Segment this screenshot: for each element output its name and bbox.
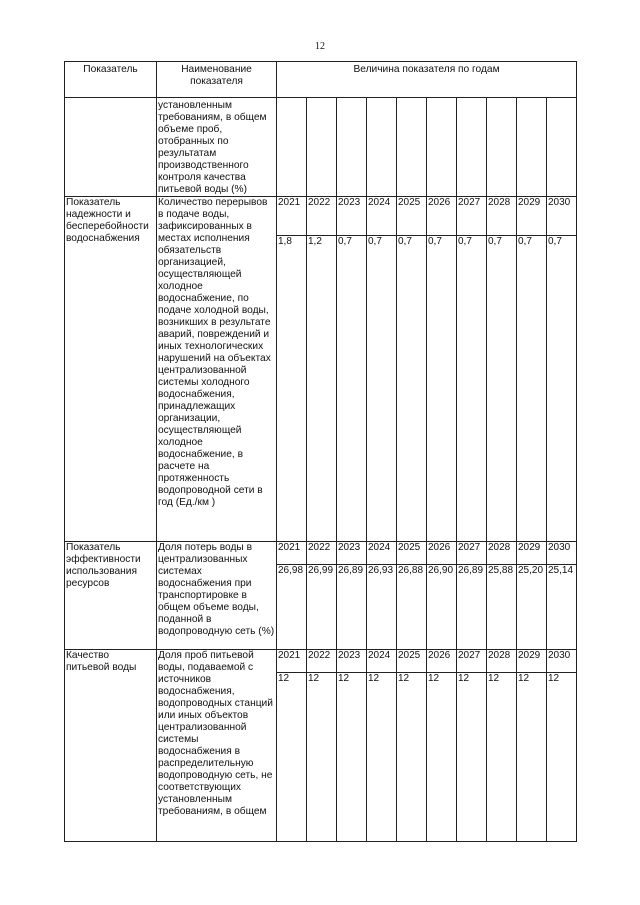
year-cell: 2029 — [517, 650, 547, 673]
year-cell: 2026 — [427, 650, 457, 673]
header-name: Наименование показателя — [157, 62, 277, 98]
year-cell: 2028 — [487, 650, 517, 673]
year-cell: 2025 — [397, 542, 427, 565]
table-row-continuation — [65, 98, 577, 197]
value-cell: 26,90 — [427, 565, 457, 650]
indicator-name-cell: установленным требованиям, в общем объеме проб, отобранных по результатам производственного контроля качества питьевой воды (%) — [157, 98, 277, 197]
year-cell: 2026 — [427, 542, 457, 565]
indicator-name-cell: Доля проб питьевой воды, подаваемой с источников водоснабжения, водопроводных станций или иных объектов централизованной системы водоснабжения в распределительную водопроводную сеть, не соответствующих установленным требованиям, в общем — [157, 650, 277, 842]
value-cell: 12 — [397, 673, 427, 842]
year-cell: 2024 — [367, 542, 397, 565]
year-cell: 2023 — [337, 542, 367, 565]
year-cell: 2025 — [397, 650, 427, 673]
value-cell: 25,88 — [487, 565, 517, 650]
indicator-name-cell: Доля потерь воды в централизованных системах водоснабжения при транспортировке в общем объеме воды, поданной в водопроводную сеть (%) — [157, 542, 277, 650]
value-cell: 26,89 — [457, 565, 487, 650]
year-cell: 2027 — [457, 650, 487, 673]
value-cell: 12 — [367, 673, 397, 842]
table-row-years — [65, 650, 577, 673]
year-cell: 2025 — [397, 197, 427, 236]
value-cell — [397, 98, 427, 197]
year-cell: 2023 — [337, 197, 367, 236]
value-cell — [457, 98, 487, 197]
value-cell — [277, 98, 307, 197]
value-cell: 0,7 — [547, 236, 577, 542]
value-cell: 12 — [457, 673, 487, 842]
year-cell: 2030 — [547, 650, 577, 673]
value-cell: 12 — [277, 673, 307, 842]
year-cell: 2024 — [367, 650, 397, 673]
value-cell — [517, 98, 547, 197]
value-cell — [307, 98, 337, 197]
value-cell: 0,7 — [487, 236, 517, 542]
value-cell: 25,14 — [547, 565, 577, 650]
value-cell: 12 — [427, 673, 457, 842]
indicator-name-cell: Количество перерывов в подаче воды, зафиксированных в местах исполнения обязательств организацией, осуществляющей холодное водоснабжение, по подаче холодной воды, возникших в результате аварий, повреждений и иных технологических нарушений на объектах централизованной системы холодного водоснабжения, принадлежащих организации, осуществляющей холодное водоснабжение, в расчете на протяженность водопроводной сети в год (Ед./км ) — [157, 197, 277, 542]
indicator-cell: Показатель надежности и бесперебойности водоснабжения — [65, 197, 157, 542]
year-cell: 2028 — [487, 197, 517, 236]
year-cell: 2028 — [487, 542, 517, 565]
year-cell: 2027 — [457, 542, 487, 565]
value-cell: 12 — [307, 673, 337, 842]
value-cell: 12 — [487, 673, 517, 842]
year-cell: 2021 — [277, 542, 307, 565]
value-cell: 0,7 — [427, 236, 457, 542]
value-cell — [427, 98, 457, 197]
year-cell: 2029 — [517, 197, 547, 236]
year-cell: 2030 — [547, 197, 577, 236]
header-indicator: Показатель — [65, 62, 157, 98]
table-header-row — [65, 62, 577, 98]
indicator-cell — [65, 98, 157, 197]
value-cell: 1,2 — [307, 236, 337, 542]
value-cell: 26,99 — [307, 565, 337, 650]
year-cell: 2023 — [337, 650, 367, 673]
value-cell — [487, 98, 517, 197]
page-number: 12 — [315, 41, 325, 52]
value-cell: 0,7 — [397, 236, 427, 542]
value-cell: 1,8 — [277, 236, 307, 542]
value-cell: 0,7 — [457, 236, 487, 542]
year-cell: 2024 — [367, 197, 397, 236]
value-cell: 26,93 — [367, 565, 397, 650]
year-cell: 2022 — [307, 197, 337, 236]
year-cell: 2030 — [547, 542, 577, 565]
value-cell: 0,7 — [367, 236, 397, 542]
year-cell: 2022 — [307, 650, 337, 673]
year-cell: 2021 — [277, 197, 307, 236]
value-cell: 25,20 — [517, 565, 547, 650]
value-cell — [547, 98, 577, 197]
value-cell — [367, 98, 397, 197]
table-row-years — [65, 197, 577, 236]
year-cell: 2021 — [277, 650, 307, 673]
indicator-cell: Показатель эффективности использования ресурсов — [65, 542, 157, 650]
value-cell: 12 — [337, 673, 367, 842]
year-cell: 2027 — [457, 197, 487, 236]
value-cell: 26,89 — [337, 565, 367, 650]
indicator-cell: Качество питьевой воды — [65, 650, 157, 842]
value-cell — [337, 98, 367, 197]
year-cell: 2022 — [307, 542, 337, 565]
indicators-table — [64, 61, 577, 842]
year-cell: 2029 — [517, 542, 547, 565]
value-cell: 0,7 — [517, 236, 547, 542]
value-cell: 12 — [517, 673, 547, 842]
value-cell: 26,98 — [277, 565, 307, 650]
value-cell: 26,88 — [397, 565, 427, 650]
value-cell: 12 — [547, 673, 577, 842]
table-row-years — [65, 542, 577, 565]
value-cell: 0,7 — [337, 236, 367, 542]
year-cell: 2026 — [427, 197, 457, 236]
header-values-by-year: Величина показателя по годам — [277, 62, 577, 98]
